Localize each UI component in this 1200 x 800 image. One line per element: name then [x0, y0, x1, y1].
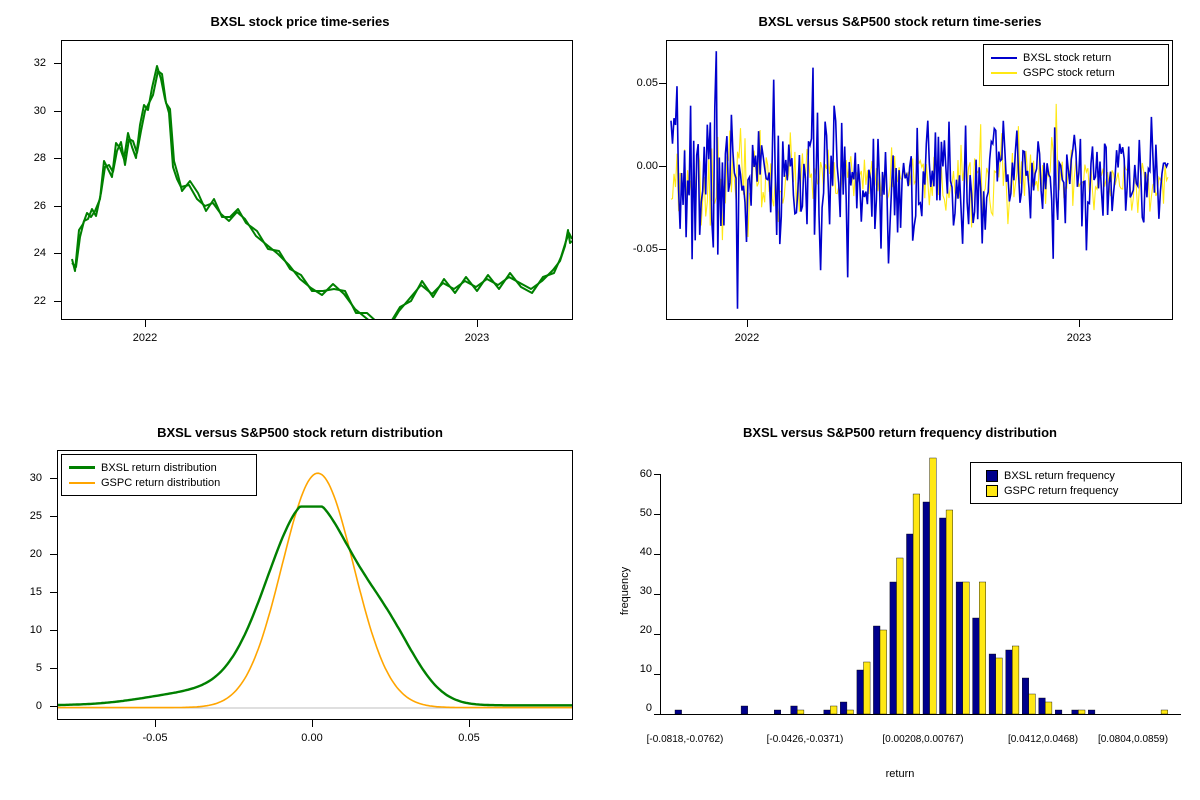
x-tick-label: 0.05 [458, 732, 480, 744]
panel-return-series-title: BXSL versus S&P500 stock return time-series [758, 14, 1042, 29]
y-tick-label: 0 [35, 700, 42, 712]
y-tick-mark [654, 554, 661, 555]
y-tick-label: 20 [639, 624, 652, 636]
y-tick-label: 50 [639, 507, 652, 519]
y-tick-label: -0.05 [632, 243, 658, 255]
y-tick-mark [54, 206, 61, 207]
y-tick-mark [659, 166, 666, 167]
y-tick-mark [54, 63, 61, 64]
y-tick-label: 26 [33, 200, 46, 212]
y-tick-label: 15 [29, 586, 42, 598]
y-tick-mark [654, 674, 661, 675]
y-tick-mark [50, 592, 57, 593]
x-tick-label: 2022 [132, 332, 158, 344]
y-tick-mark [50, 554, 57, 555]
histogram-y-axis-title: frequency [619, 566, 631, 616]
legend-row-gspc-frequency [978, 483, 1174, 498]
y-tick-mark [50, 706, 57, 707]
return-density-legend [61, 454, 257, 496]
legend-key-line-icon [991, 72, 1017, 74]
x-tick-label: 0.00 [301, 732, 323, 744]
legend-label: BXSL return frequency [1004, 469, 1115, 482]
legend-row-gspc-density [69, 475, 249, 490]
x-tick-label: [-0.0818,-0.0762) [646, 734, 724, 745]
y-tick-label: 20 [29, 548, 42, 560]
y-tick-mark [50, 478, 57, 479]
y-tick-label: 0.00 [636, 160, 658, 172]
legend-label: BXSL stock return [1023, 51, 1112, 64]
y-tick-mark [50, 516, 57, 517]
x-tick-label: [-0.0426,-0.0371) [766, 734, 844, 745]
return-series-plot-area [666, 40, 1173, 320]
y-tick-mark [654, 634, 661, 635]
legend-key-line-icon [69, 482, 95, 484]
x-tick-label: 2023 [1066, 332, 1092, 344]
y-tick-mark [659, 83, 666, 84]
y-tick-mark [654, 714, 661, 715]
panel-return-histogram-title: BXSL versus S&P500 return frequency distribution [742, 425, 1057, 440]
return-series-legend [983, 44, 1169, 86]
legend-label: BXSL return distribution [101, 461, 217, 474]
x-tick-label: -0.05 [142, 732, 168, 744]
y-tick-label: 22 [33, 295, 46, 307]
legend-label: GSPC return distribution [101, 476, 221, 489]
x-tick-label: 2023 [464, 332, 490, 344]
y-tick-label: 10 [639, 663, 652, 675]
y-tick-mark [54, 111, 61, 112]
y-tick-label: 32 [33, 57, 46, 69]
price-series-plot-area [61, 40, 573, 320]
y-tick-mark [54, 301, 61, 302]
y-tick-mark [54, 253, 61, 254]
x-tick-mark [312, 720, 313, 727]
y-tick-label: 5 [35, 662, 42, 674]
x-tick-mark [469, 720, 470, 727]
legend-label: GSPC return frequency [1004, 484, 1119, 497]
x-tick-mark [747, 320, 748, 327]
y-tick-mark [654, 514, 661, 515]
x-tick-label: [0.0804,0.0859) [1097, 734, 1169, 745]
y-tick-mark [654, 594, 661, 595]
panel-return-histogram [600, 400, 1200, 800]
panel-return-density [0, 400, 600, 800]
x-tick-mark [477, 320, 478, 327]
y-tick-label: 30 [29, 472, 42, 484]
x-tick-mark [1079, 320, 1080, 327]
y-tick-label: 30 [33, 105, 46, 117]
legend-key-line-icon [69, 466, 95, 469]
histogram-x-axis [661, 714, 1181, 715]
y-tick-label: 10 [29, 624, 42, 636]
y-tick-label: 25 [29, 510, 42, 522]
legend-row-bxsl-density [69, 460, 249, 475]
panel-price-series-title: BXSL stock price time-series [210, 14, 390, 29]
y-tick-label: 40 [639, 546, 652, 558]
y-tick-label: 0 [645, 702, 652, 714]
legend-key-box-icon [986, 470, 998, 482]
panel-return-series [600, 0, 1200, 400]
y-tick-label: 28 [33, 152, 46, 164]
x-tick-label: 2022 [734, 332, 760, 344]
return-histogram-legend [970, 462, 1182, 504]
panel-return-density-title: BXSL versus S&P500 stock return distribution [157, 425, 443, 440]
y-tick-label: 0.05 [636, 77, 658, 89]
x-tick-mark [155, 720, 156, 727]
y-tick-mark [659, 249, 666, 250]
y-tick-label: 24 [33, 247, 46, 259]
legend-row-bxsl-return [991, 50, 1161, 65]
x-tick-label: [0.0412,0.0468) [1007, 734, 1079, 745]
y-tick-label: 60 [639, 468, 652, 480]
legend-label: GSPC stock return [1023, 66, 1115, 79]
return-density-plot-area [57, 450, 573, 720]
legend-row-bxsl-frequency [978, 468, 1174, 483]
y-tick-mark [54, 158, 61, 159]
price-series-line [62, 41, 572, 319]
x-tick-mark [145, 320, 146, 327]
legend-row-gspc-return [991, 65, 1161, 80]
legend-key-box-icon [986, 485, 998, 497]
legend-key-line-icon [991, 57, 1017, 59]
histogram-x-axis-title: return [885, 768, 915, 780]
x-tick-label: [0.00208,0.00767) [882, 734, 964, 745]
y-tick-label: 30 [639, 585, 652, 597]
y-tick-mark [654, 474, 661, 475]
y-tick-mark [50, 630, 57, 631]
y-tick-mark [50, 668, 57, 669]
panel-price-series [0, 0, 600, 400]
